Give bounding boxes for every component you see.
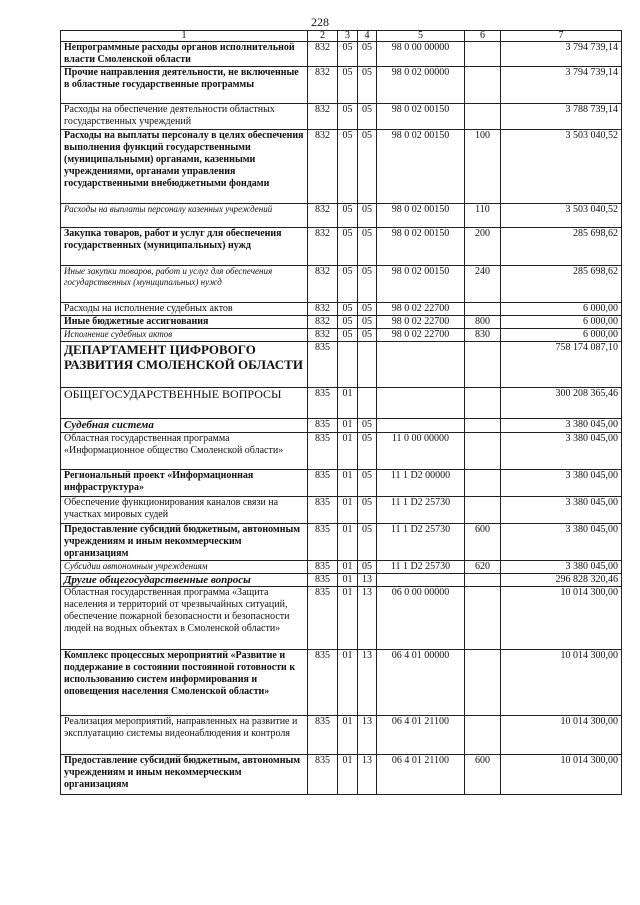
table-row bbox=[61, 228, 622, 266]
table-row bbox=[61, 42, 622, 67]
cell-admin-code: 835 bbox=[308, 419, 338, 433]
cell-section: 01 bbox=[338, 561, 358, 574]
cell-section: 05 bbox=[338, 130, 358, 204]
cell-expense-type: 100 bbox=[465, 130, 501, 204]
cell-target-article: 98 0 02 00150 bbox=[377, 204, 465, 228]
cell-amount: 296 828 320,46 bbox=[501, 574, 622, 587]
cell-name: Расходы на исполнение судебных актов bbox=[61, 303, 308, 316]
cell-expense-type: 240 bbox=[465, 266, 501, 303]
cell-section: 05 bbox=[338, 316, 358, 329]
cell-target-article: 98 0 02 22700 bbox=[377, 329, 465, 342]
cell-section: 05 bbox=[338, 104, 358, 130]
cell-subsection: 05 bbox=[358, 303, 377, 316]
cell-name: Другие общегосударственные вопросы bbox=[61, 574, 308, 587]
cell-name: Реализация мероприятий, направленных на развитие и эксплуатацию системы видеонаблюдения и контроля bbox=[61, 716, 308, 755]
cell-subsection: 05 bbox=[358, 329, 377, 342]
cell-expense-type bbox=[465, 433, 501, 470]
cell-section: 01 bbox=[338, 470, 358, 497]
cell-section: 01 bbox=[338, 388, 358, 419]
cell-subsection: 13 bbox=[358, 574, 377, 587]
header-col-2: 2 bbox=[308, 31, 338, 42]
cell-name: Судебная система bbox=[61, 419, 308, 433]
cell-section: 01 bbox=[338, 433, 358, 470]
header-col-6: 6 bbox=[465, 31, 501, 42]
cell-amount: 6 000,00 bbox=[501, 329, 622, 342]
cell-section bbox=[338, 342, 358, 388]
cell-admin-code: 832 bbox=[308, 316, 338, 329]
header-row bbox=[61, 31, 622, 42]
table-row bbox=[61, 130, 622, 204]
cell-expense-type bbox=[465, 650, 501, 716]
cell-subsection: 05 bbox=[358, 67, 377, 104]
cell-subsection: 13 bbox=[358, 716, 377, 755]
budget-table bbox=[60, 30, 622, 795]
cell-amount: 10 014 300,00 bbox=[501, 650, 622, 716]
cell-subsection: 05 bbox=[358, 561, 377, 574]
cell-subsection bbox=[358, 342, 377, 388]
table-row bbox=[61, 316, 622, 329]
header-col-1: 1 bbox=[61, 31, 308, 42]
cell-name: Расходы на выплаты персоналу казенных учреждений bbox=[61, 204, 308, 228]
cell-name: Расходы на обеспечение деятельности областных государственных учреждений bbox=[61, 104, 308, 130]
cell-target-article bbox=[377, 574, 465, 587]
cell-name: Региональный проект «Информационная инфраструктура» bbox=[61, 470, 308, 497]
cell-admin-code: 835 bbox=[308, 650, 338, 716]
cell-expense-type bbox=[465, 104, 501, 130]
cell-target-article: 98 0 02 22700 bbox=[377, 303, 465, 316]
table-row bbox=[61, 419, 622, 433]
cell-amount: 3 380 045,00 bbox=[501, 497, 622, 524]
cell-section: 01 bbox=[338, 497, 358, 524]
cell-target-article bbox=[377, 419, 465, 433]
cell-target-article: 11 1 D2 25730 bbox=[377, 561, 465, 574]
cell-section: 01 bbox=[338, 650, 358, 716]
table-row bbox=[61, 104, 622, 130]
table-row bbox=[61, 342, 622, 388]
cell-name: Расходы на выплаты персоналу в целях обеспечения выполнения функций государственными (муниципальными) органами, казенными учреждениями, органами управления государственными внебюджетными фондами bbox=[61, 130, 308, 204]
cell-subsection: 05 bbox=[358, 497, 377, 524]
header-col-4: 4 bbox=[358, 31, 377, 42]
header-col-3: 3 bbox=[338, 31, 358, 42]
table-row bbox=[61, 470, 622, 497]
cell-admin-code: 832 bbox=[308, 329, 338, 342]
cell-subsection: 13 bbox=[358, 755, 377, 795]
cell-expense-type bbox=[465, 342, 501, 388]
cell-expense-type bbox=[465, 587, 501, 650]
table-row bbox=[61, 329, 622, 342]
cell-expense-type: 620 bbox=[465, 561, 501, 574]
cell-target-article: 98 0 02 00000 bbox=[377, 67, 465, 104]
cell-target-article: 06 4 01 21100 bbox=[377, 755, 465, 795]
cell-admin-code: 832 bbox=[308, 104, 338, 130]
cell-amount: 10 014 300,00 bbox=[501, 587, 622, 650]
table-row bbox=[61, 650, 622, 716]
table-row bbox=[61, 388, 622, 419]
table-row bbox=[61, 524, 622, 561]
cell-name: Обеспечение функционирования каналов связи на участках мировых судей bbox=[61, 497, 308, 524]
cell-target-article: 98 0 02 22700 bbox=[377, 316, 465, 329]
cell-expense-type bbox=[465, 497, 501, 524]
cell-admin-code: 832 bbox=[308, 204, 338, 228]
table-row bbox=[61, 497, 622, 524]
cell-amount: 3 380 045,00 bbox=[501, 433, 622, 470]
cell-section: 05 bbox=[338, 303, 358, 316]
cell-admin-code: 835 bbox=[308, 388, 338, 419]
page-number: 228 bbox=[311, 15, 329, 29]
cell-subsection: 13 bbox=[358, 587, 377, 650]
cell-admin-code: 835 bbox=[308, 561, 338, 574]
cell-name: ДЕПАРТАМЕНТ ЦИФРОВОГО РАЗВИТИЯ СМОЛЕНСКОЙ ОБЛАСТИ bbox=[61, 342, 308, 388]
cell-section: 01 bbox=[338, 524, 358, 561]
cell-expense-type: 600 bbox=[465, 755, 501, 795]
cell-amount: 3 794 739,14 bbox=[501, 42, 622, 67]
cell-expense-type bbox=[465, 716, 501, 755]
cell-subsection: 05 bbox=[358, 433, 377, 470]
cell-target-article: 11 1 D2 25730 bbox=[377, 524, 465, 561]
cell-admin-code: 835 bbox=[308, 342, 338, 388]
table-row bbox=[61, 266, 622, 303]
cell-name: Субсидии автономным учреждениям bbox=[61, 561, 308, 574]
cell-expense-type bbox=[465, 388, 501, 419]
cell-amount: 758 174 087,10 bbox=[501, 342, 622, 388]
cell-admin-code: 832 bbox=[308, 130, 338, 204]
cell-amount: 300 208 365,46 bbox=[501, 388, 622, 419]
cell-target-article: 06 0 00 00000 bbox=[377, 587, 465, 650]
cell-section: 05 bbox=[338, 67, 358, 104]
cell-name: Исполнение судебных актов bbox=[61, 329, 308, 342]
table-row bbox=[61, 67, 622, 104]
cell-section: 05 bbox=[338, 266, 358, 303]
cell-name: Иные закупки товаров, работ и услуг для обеспечения государственных (муниципальных) нужд bbox=[61, 266, 308, 303]
cell-admin-code: 835 bbox=[308, 470, 338, 497]
table-body bbox=[61, 42, 622, 795]
cell-section: 01 bbox=[338, 755, 358, 795]
cell-name: Непрограммные расходы органов исполнительной власти Смоленской области bbox=[61, 42, 308, 67]
cell-name: ОБЩЕГОСУДАРСТВЕННЫЕ ВОПРОСЫ bbox=[61, 388, 308, 419]
table-row bbox=[61, 204, 622, 228]
cell-expense-type bbox=[465, 419, 501, 433]
cell-subsection: 05 bbox=[358, 204, 377, 228]
cell-expense-type bbox=[465, 574, 501, 587]
cell-expense-type bbox=[465, 470, 501, 497]
cell-amount: 3 503 040,52 bbox=[501, 204, 622, 228]
cell-amount: 10 014 300,00 bbox=[501, 716, 622, 755]
cell-target-article: 11 1 D2 00000 bbox=[377, 470, 465, 497]
cell-subsection: 05 bbox=[358, 316, 377, 329]
cell-amount: 3 380 045,00 bbox=[501, 561, 622, 574]
cell-amount: 3 380 045,00 bbox=[501, 419, 622, 433]
cell-subsection: 05 bbox=[358, 419, 377, 433]
cell-subsection: 05 bbox=[358, 228, 377, 266]
cell-expense-type: 830 bbox=[465, 329, 501, 342]
cell-admin-code: 832 bbox=[308, 67, 338, 104]
table-row bbox=[61, 755, 622, 795]
cell-section: 05 bbox=[338, 329, 358, 342]
cell-amount: 6 000,00 bbox=[501, 303, 622, 316]
cell-section: 01 bbox=[338, 587, 358, 650]
cell-name: Комплекс процессных мероприятий «Развитие и поддержание в состоянии постоянной готовности к использованию систем информирования и оповещения населения Смоленской области» bbox=[61, 650, 308, 716]
cell-amount: 3 380 045,00 bbox=[501, 470, 622, 497]
cell-admin-code: 835 bbox=[308, 587, 338, 650]
table-row bbox=[61, 303, 622, 316]
cell-name: Предоставление субсидий бюджетным, автономным учреждениям и иным некоммерческим организациям bbox=[61, 524, 308, 561]
cell-admin-code: 832 bbox=[308, 228, 338, 266]
cell-subsection bbox=[358, 388, 377, 419]
cell-expense-type: 110 bbox=[465, 204, 501, 228]
cell-target-article: 06 4 01 00000 bbox=[377, 650, 465, 716]
cell-subsection: 05 bbox=[358, 104, 377, 130]
cell-target-article: 06 4 01 21100 bbox=[377, 716, 465, 755]
cell-expense-type bbox=[465, 67, 501, 104]
cell-subsection: 13 bbox=[358, 650, 377, 716]
cell-expense-type: 600 bbox=[465, 524, 501, 561]
cell-amount: 6 000,00 bbox=[501, 316, 622, 329]
table-row bbox=[61, 716, 622, 755]
cell-amount: 3 503 040,52 bbox=[501, 130, 622, 204]
cell-admin-code: 835 bbox=[308, 755, 338, 795]
cell-section: 01 bbox=[338, 574, 358, 587]
cell-subsection: 05 bbox=[358, 470, 377, 497]
cell-admin-code: 835 bbox=[308, 574, 338, 587]
cell-admin-code: 835 bbox=[308, 524, 338, 561]
cell-name: Предоставление субсидий бюджетным, автономным учреждениям и иным некоммерческим организациям bbox=[61, 755, 308, 795]
cell-expense-type: 200 bbox=[465, 228, 501, 266]
cell-expense-type bbox=[465, 42, 501, 67]
cell-subsection: 05 bbox=[358, 42, 377, 67]
cell-admin-code: 835 bbox=[308, 497, 338, 524]
cell-name: Областная государственная программа «Информационное общество Смоленской области» bbox=[61, 433, 308, 470]
cell-name: Иные бюджетные ассигнования bbox=[61, 316, 308, 329]
cell-amount: 3 380 045,00 bbox=[501, 524, 622, 561]
table-row bbox=[61, 433, 622, 470]
cell-target-article: 11 0 00 00000 bbox=[377, 433, 465, 470]
cell-admin-code: 832 bbox=[308, 303, 338, 316]
cell-section: 05 bbox=[338, 204, 358, 228]
cell-section: 05 bbox=[338, 228, 358, 266]
cell-target-article: 98 0 02 00150 bbox=[377, 104, 465, 130]
header-col-5: 5 bbox=[377, 31, 465, 42]
cell-target-article: 11 1 D2 25730 bbox=[377, 497, 465, 524]
cell-admin-code: 832 bbox=[308, 266, 338, 303]
cell-amount: 10 014 300,00 bbox=[501, 755, 622, 795]
cell-amount: 3 788 739,14 bbox=[501, 104, 622, 130]
cell-target-article: 98 0 02 00150 bbox=[377, 266, 465, 303]
cell-target-article: 98 0 02 00150 bbox=[377, 228, 465, 266]
cell-amount: 285 698,62 bbox=[501, 266, 622, 303]
cell-subsection: 05 bbox=[358, 266, 377, 303]
table-row bbox=[61, 574, 622, 587]
cell-admin-code: 835 bbox=[308, 716, 338, 755]
cell-expense-type bbox=[465, 303, 501, 316]
cell-name: Прочие направления деятельности, не включенные в областные государственные программы bbox=[61, 67, 308, 104]
cell-section: 01 bbox=[338, 716, 358, 755]
cell-target-article: 98 0 02 00150 bbox=[377, 130, 465, 204]
cell-section: 05 bbox=[338, 42, 358, 67]
cell-section: 01 bbox=[338, 419, 358, 433]
header-col-7: 7 bbox=[501, 31, 622, 42]
cell-subsection: 05 bbox=[358, 524, 377, 561]
cell-amount: 3 794 739,14 bbox=[501, 67, 622, 104]
cell-amount: 285 698,62 bbox=[501, 228, 622, 266]
cell-target-article: 98 0 00 00000 bbox=[377, 42, 465, 67]
cell-expense-type: 800 bbox=[465, 316, 501, 329]
cell-admin-code: 835 bbox=[308, 433, 338, 470]
cell-name: Областная государственная программа «Защита населения и территорий от чрезвычайных ситуаций, обеспечение пожарной безопасности и безопасности людей на водных объектах в Смоленской области» bbox=[61, 587, 308, 650]
cell-target-article bbox=[377, 342, 465, 388]
cell-target-article bbox=[377, 388, 465, 419]
table-row bbox=[61, 587, 622, 650]
cell-subsection: 05 bbox=[358, 130, 377, 204]
cell-name: Закупка товаров, работ и услуг для обеспечения государственных (муниципальных) нужд bbox=[61, 228, 308, 266]
table-row bbox=[61, 561, 622, 574]
cell-admin-code: 832 bbox=[308, 42, 338, 67]
